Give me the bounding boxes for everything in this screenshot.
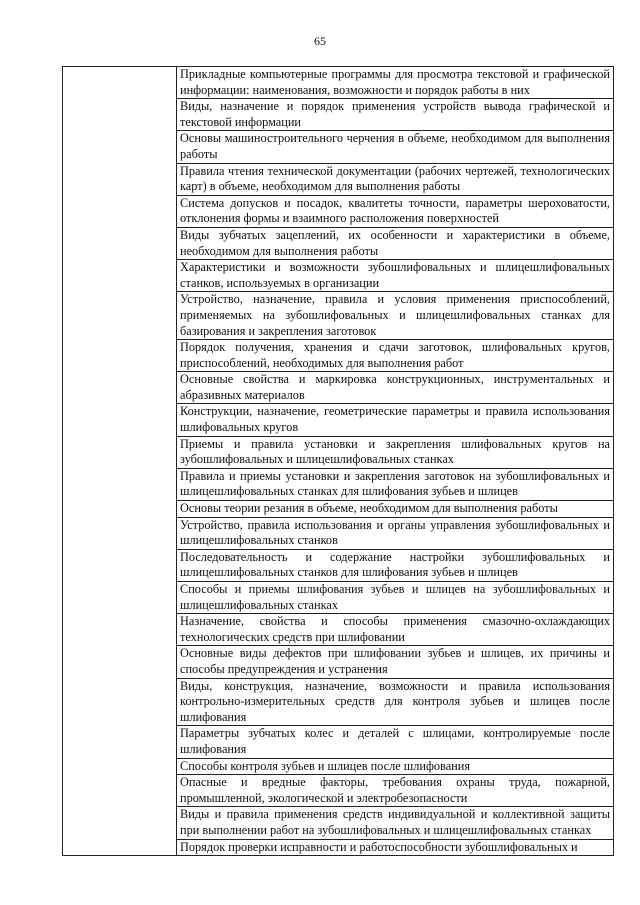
- cell-text: Основы теории резания в объеме, необходимом для выполнения работы: [180, 501, 558, 516]
- cell-text: Виды, конструкция, назначение, возможности и правила использования контрольно-измерительных средств для контроля зубьев и шлицев после шлифования: [180, 678, 610, 724]
- cell-text: Система допусков и посадок, квалитеты точности, параметры шероховатости, отклонения формы и взаимного расположения поверхностей: [180, 195, 610, 226]
- table-cell: [177, 260, 614, 292]
- table-cell: [177, 839, 614, 856]
- table-cell: [177, 549, 614, 581]
- cell-text: Опасные и вредные факторы, требования охраны труда, пожарной, промышленной, экологической и электробезопасности: [180, 775, 610, 805]
- table-cell: [177, 758, 614, 775]
- table-cell: [177, 646, 614, 678]
- cell-text: Порядок получения, хранения и сдачи заготовок, шлифовальных кругов, приспособлений, необходимых для выполнения работ: [180, 340, 610, 370]
- cell-text: Характеристики и возможности зубошлифовальных и шлицешлифовальных станков, используемых в организации: [180, 260, 610, 290]
- table-row: [63, 67, 614, 99]
- cell-text: Основы машиностроительного черчения в объеме, необходимом для выполнения работы: [180, 131, 610, 161]
- cell-text: Прикладные компьютерные программы для просмотра текстовой и графической информации: наименования, возможности и порядок работы в них: [180, 67, 610, 97]
- table-cell: [177, 195, 614, 227]
- table-cell: [177, 807, 614, 839]
- cell-text: Способы и приемы шлифования зубьев и шлицев на зубошлифовальных и шлицешлифовальных станках: [180, 582, 610, 612]
- table-cell: [177, 292, 614, 340]
- table-cell: [177, 163, 614, 195]
- table-cell: [177, 227, 614, 259]
- cell-text: Устройство, правила использования и органы управления зубошлифовальных и шлицешлифовальных станков: [180, 517, 610, 548]
- left-column-cell: [63, 67, 177, 856]
- table-cell: [177, 678, 614, 726]
- cell-text: Виды и правила применения средств индивидуальной и коллективной защиты при выполнении работ на зубошлифовальных и шлицешлифовальных станках: [180, 807, 610, 837]
- cell-text: Параметры зубчатых колес и деталей с шлицами, контролируемые после шлифования: [180, 726, 610, 756]
- table-cell: [177, 582, 614, 614]
- cell-text: Виды, назначение и порядок применения устройств вывода графической и текстовой информации: [180, 99, 610, 129]
- cell-text: Способы контроля зубьев и шлицев после шлифования: [180, 758, 470, 773]
- cell-text: Приемы и правила установки и закрепления шлифовальных кругов на зубошлифовальных и шлицешлифовальных станках: [180, 436, 610, 467]
- cell-text: Основные виды дефектов при шлифовании зубьев и шлицев, их причины и способы предупреждения и устранения: [180, 646, 610, 676]
- table-cell: [177, 501, 614, 518]
- page-number: 65: [314, 34, 326, 48]
- table-cell: [177, 614, 614, 646]
- cell-text: Последовательность и содержание настройки зубошлифовальных и шлицешлифовальных станков для шлифования зубьев и шлицев: [180, 549, 610, 580]
- table-cell: [177, 726, 614, 758]
- table-cell: [177, 404, 614, 436]
- table-cell: [177, 436, 614, 468]
- cell-text: Назначение, свойства и способы применения смазочно-охлаждающих технологических средств при шлифовании: [180, 614, 610, 644]
- table-cell: [177, 99, 614, 131]
- cell-text: Устройство, назначение, правила и условия применения приспособлений, применяемых на зубошлифовальных и шлицешлифовальных станках для базирования и закрепления заготовок: [180, 292, 610, 338]
- cell-text: Правила и приемы установки и закрепления заготовок на зубошлифовальных и шлицешлифовальных станках для шлифования зубьев и шлицев: [180, 468, 610, 499]
- table-cell: [177, 468, 614, 500]
- table-cell: [177, 67, 614, 99]
- table-cell: [177, 775, 614, 807]
- table-cell: [177, 131, 614, 163]
- table-cell: [177, 372, 614, 404]
- table-cell: [177, 517, 614, 549]
- requirements-table: [62, 66, 614, 856]
- table-cell: [177, 340, 614, 372]
- cell-text: Правила чтения технической документации (рабочих чертежей, технологических карт) в объеме, необходимом для выполнения работы: [180, 163, 610, 194]
- cell-text: Порядок проверки исправности и работоспособности зубошлифовальных и: [180, 839, 578, 854]
- cell-text: Основные свойства и маркировка конструкционных, инструментальных и абразивных материалов: [180, 372, 610, 402]
- cell-text: Виды зубчатых зацеплений, их особенности и характеристики в объеме, необходимом для выполнения работы: [180, 227, 610, 258]
- cell-text: Конструкции, назначение, геометрические параметры и правила использования шлифовальных кругов: [180, 404, 610, 435]
